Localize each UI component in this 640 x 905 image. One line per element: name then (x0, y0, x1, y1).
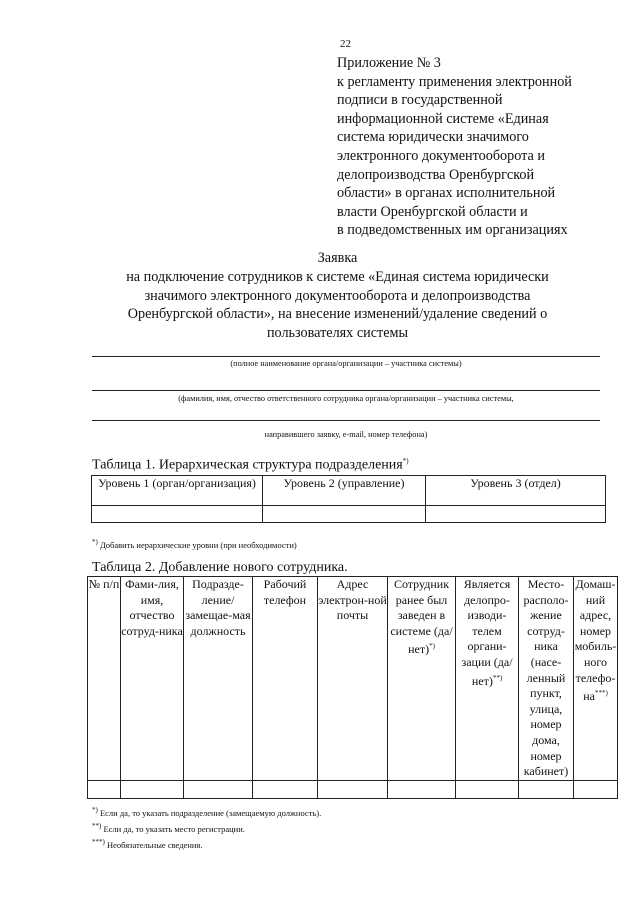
responsible-caption-cont: направившего заявку, e-mail, номер телефона) (264, 430, 428, 439)
table1-caption: Таблица 1. Иерархическая структура подразделения*) (92, 457, 409, 473)
footnote-item: *) Если да, то указать подразделение (замещаемую должность). (92, 806, 322, 818)
appendix-line: делопроизводства Оренбургской (337, 166, 535, 183)
form-subtitle-line: Оренбургской области», на внесение изменений/удаление сведений о (127, 306, 548, 323)
appendix-line: электронного документооборота и (337, 147, 545, 164)
responsible-caption: (фамилия, имя, отчество ответственного сотрудника органа/организации – участника системы, (178, 394, 514, 403)
table1-cell[interactable] (92, 506, 263, 523)
table1-header-level3: Уровень 3 (отдел) (426, 476, 606, 506)
table2-header-location: Место-располо-жение сотруд-ника (насе-ленный пункт, улица, номер дома, номер кабинет) (519, 577, 574, 781)
table1-header-level1: Уровень 1 (орган/организация) (92, 476, 263, 506)
table2-header-name: Фами-лия, имя, отчество сотруд-ника (121, 577, 184, 781)
table2-cell[interactable] (388, 780, 456, 798)
form-subtitle-line: пользователях системы (266, 325, 409, 342)
table1-cell[interactable] (426, 506, 606, 523)
responsible-fill-line[interactable] (92, 390, 600, 391)
table2-header-existing: Сотрудник ранее был заведен в системе (да/нет)*) (388, 577, 456, 781)
org-name-caption: (полное наименование органа/организации – участника системы) (230, 359, 462, 368)
new-employee-table (87, 576, 618, 799)
table2-cell[interactable] (121, 780, 184, 798)
table2-caption: Таблица 2. Добавление нового сотрудника. (92, 560, 348, 575)
appendix-block (337, 54, 622, 240)
responsible-fill-line-2[interactable] (92, 420, 600, 421)
page-number: 22 (340, 38, 351, 50)
table2-header-clerk: Является делопро-изводи-телем органи-зации (да/нет)**) (456, 577, 519, 781)
appendix-line: в подведомственных им организациях (337, 222, 568, 239)
form-subtitle-line: на подключение сотрудников к системе «Единая система юридически (126, 268, 549, 285)
table2-header-work-phone: Рабочий телефон (253, 577, 318, 781)
hierarchy-table (91, 475, 606, 523)
table2-header-number: № п/п (88, 577, 121, 781)
table2-cell[interactable] (253, 780, 318, 798)
appendix-line: к регламенту применения электронной (337, 73, 572, 90)
form-title-block (60, 249, 615, 343)
form-subtitle-line: значимого электронного документооборота и делопроизводства (144, 287, 531, 304)
form-title: Заявка (317, 250, 358, 266)
table2-cell[interactable] (318, 780, 388, 798)
table2-header-email: Адрес электрон-ной почты (318, 577, 388, 781)
table2-cell[interactable] (456, 780, 519, 798)
table2-cell[interactable] (184, 780, 253, 798)
table2-cell[interactable] (519, 780, 574, 798)
table2-header-department: Подразде-ление/ замещае-мая должность (184, 577, 253, 781)
appendix-line: подписи в государственной (337, 92, 503, 109)
appendix-line: информационной системе «Единая (337, 110, 549, 127)
table2-header-home: Домаш-ний адрес, номер мобиль-ного телефо-на***) (574, 577, 618, 781)
appendix-title: Приложение № 3 (337, 55, 441, 71)
table2-cell[interactable] (574, 780, 618, 798)
footnote-item: ***) Необязательные сведения. (92, 837, 203, 850)
table1-header-level2: Уровень 2 (управление) (263, 476, 426, 506)
table1-footnote: *) Добавить иерархические уровни (при необходимости) (92, 538, 297, 550)
footnote-item: **) Если да, то указать место регистрации. (92, 821, 245, 834)
table1-cell[interactable] (263, 506, 426, 523)
org-name-fill-line[interactable] (92, 356, 600, 357)
appendix-line: система юридически значимого (337, 129, 529, 146)
appendix-line: области» в органах исполнительной (337, 185, 556, 202)
table2-cell[interactable] (88, 780, 121, 798)
footnotes (92, 804, 321, 851)
appendix-line: власти Оренбургской области и (337, 203, 528, 220)
